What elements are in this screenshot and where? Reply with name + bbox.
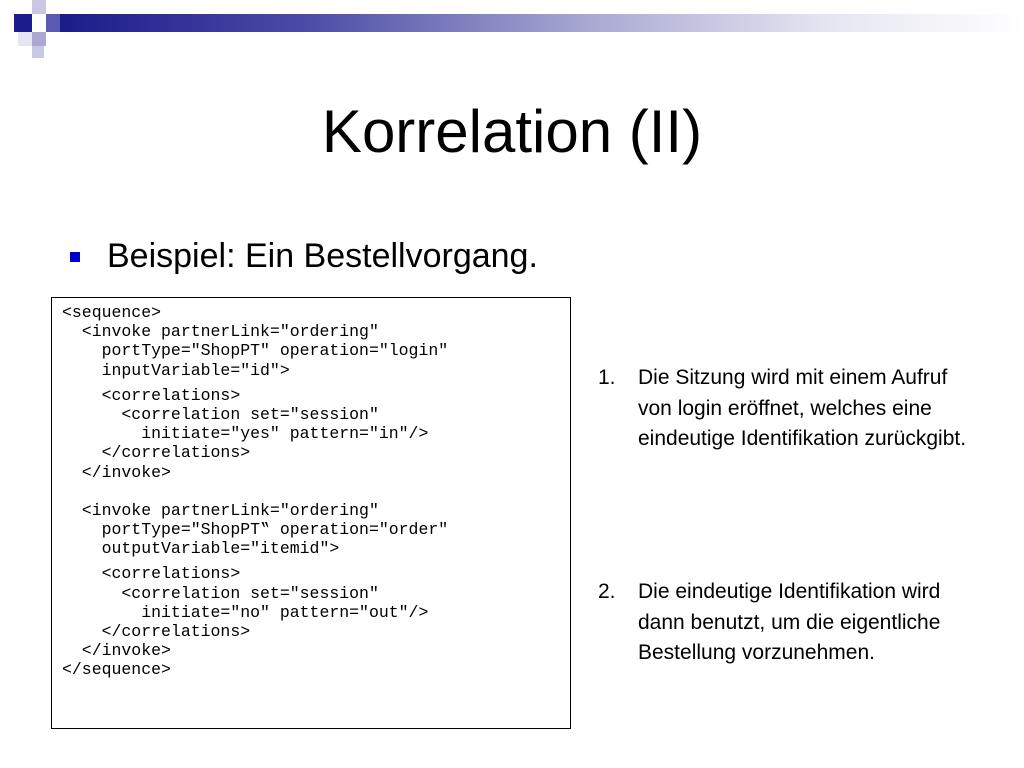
code-line: <sequence> [62, 303, 162, 322]
code-line: <invoke partnerLink="ordering" [62, 500, 379, 520]
note-text: Die eindeutige Identifikation wird dann benutzt, um die eigentliche Bestellung vorzunehmen. [638, 580, 941, 664]
code-line [62, 482, 560, 501]
code-line: <correlation set="session" [62, 404, 379, 424]
code-line: <invoke partnerLink="ordering" [62, 322, 379, 342]
decorative-header-band [0, 0, 1024, 60]
code-line: initiate="yes" pattern="in"/> [62, 424, 429, 444]
note-number: 2. [598, 580, 616, 603]
decor-square [32, 0, 46, 14]
bullet-text: Beispiel: Ein Bestellvorgang. [107, 237, 538, 275]
code-line: </invoke> [62, 462, 171, 482]
numbered-note-1 [598, 363, 978, 455]
code-line: initiate="no" pattern="out"/> [62, 602, 429, 622]
code-line: inputVariable="id"> [62, 360, 290, 380]
code-line: <correlations> [62, 564, 241, 584]
code-line: </sequence> [62, 660, 171, 680]
code-line: </correlations> [62, 622, 251, 641]
decor-square [32, 32, 46, 46]
code-line: portType="ShopPT‟ operation="order" [62, 520, 449, 540]
code-line: <correlation set="session" [62, 583, 379, 603]
square-bullet-icon [70, 252, 80, 262]
code-line: outputVariable="itemid"> [62, 539, 340, 559]
numbered-note-2 [598, 577, 978, 669]
bullet-item [70, 234, 538, 278]
decor-gradient-bar [60, 14, 1024, 32]
code-line: <correlations> [62, 385, 241, 405]
decor-square [18, 32, 32, 46]
slide-title: Korrelation (II) [321, 98, 703, 165]
code-line: </correlations> [62, 443, 251, 463]
note-text: Die Sitzung wird mit einem Aufruf von login eröffnet, welches eine eindeutige Identifikation zurückgibt. [638, 366, 967, 450]
decor-square [46, 14, 60, 32]
decor-square [32, 46, 44, 58]
decor-square [14, 14, 32, 32]
code-line: portType="ShopPT" operation="login" [62, 341, 449, 361]
code-line: </invoke> [62, 641, 171, 661]
code-box [51, 297, 571, 729]
note-number: 1. [598, 366, 616, 389]
